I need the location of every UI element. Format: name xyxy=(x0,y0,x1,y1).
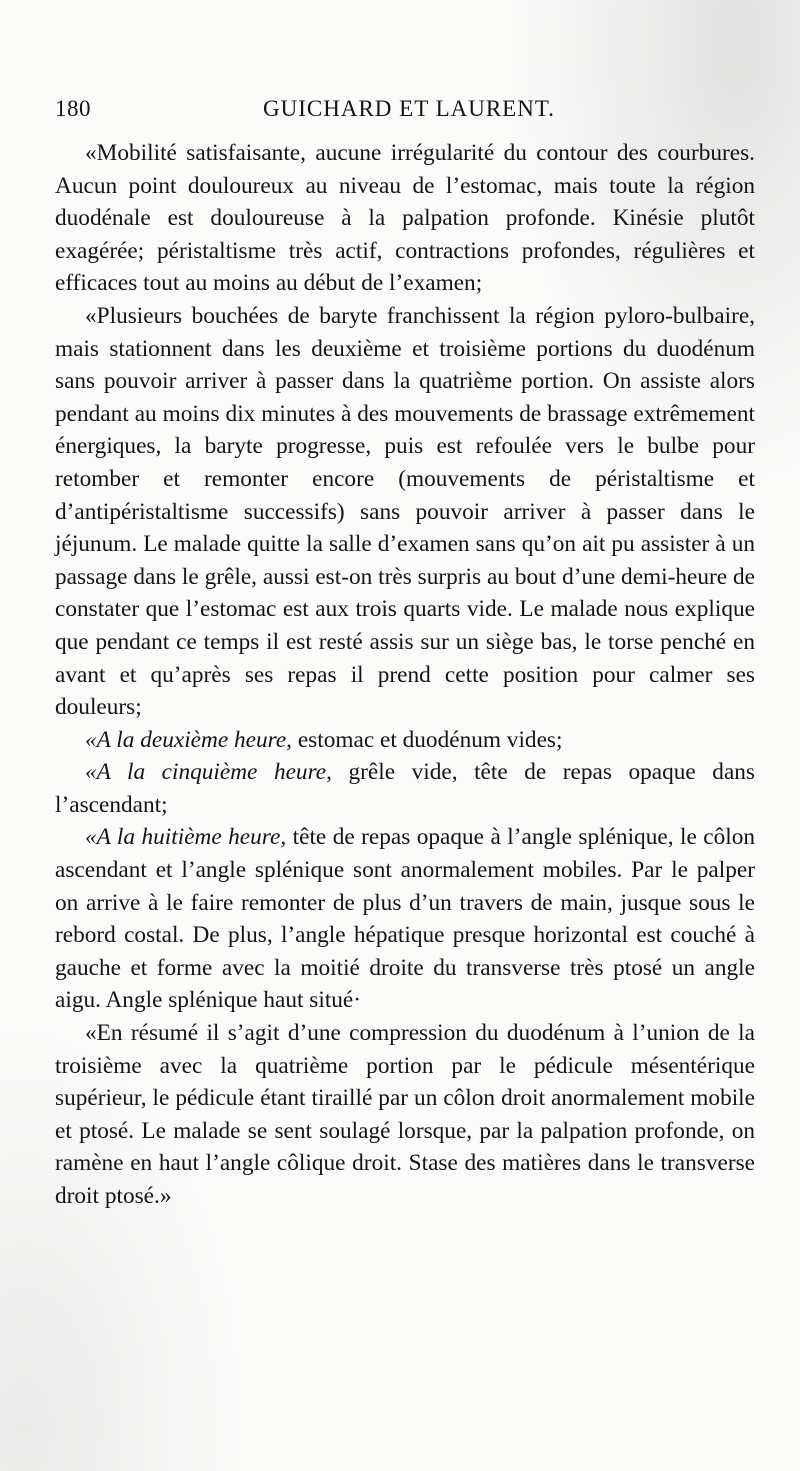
italic-lead: «A la cinquième heure, xyxy=(85,759,332,786)
paragraph-text: «En résumé il s’agit d’une compression du duodénum à l’union de la troisième avec la quatrième portion par le pédicule mésentérique supérieur, le pédicule étant tiraillé par un côlon droit anormalement mobile et ptosé. Le malade se sent soulagé lorsque, par la palpation profonde, on ramène en haut l’angle côlique droit. Stase des matières dans le transverse droit ptosé.» xyxy=(55,1020,755,1209)
paragraph-text: tête de repas opaque à l’angle splénique, le côlon ascendant et l’angle splénique sont anormalement mobiles. Par le palper on arrive à le faire remonter de plus d’un travers de main, jusque sous le rebord costal. De plus, l’angle hépatique presque horizontal est couché à gauche et forme avec la moitié droite du transverse très ptosé un angle aigu. Angle splénique haut situé· xyxy=(55,824,755,1014)
paragraph xyxy=(55,1017,755,1213)
paragraph-text: estomac et duodénum vides; xyxy=(292,726,563,753)
paragraph-text: «Mobilité satisfaisante, aucune irrégularité du contour des courbures. Aucun point douloureux au niveau de l’estomac, mais toute la région duodénale est douloureuse à la palpation profonde. Kinésie plutôt exagérée; péristaltisme très actif, contractions profondes, régulières et efficaces tout au moins au début de l’examen; xyxy=(55,140,755,297)
paragraph xyxy=(55,300,755,724)
paragraph-text: grêle vide, tête de repas opaque dans l’ascendant; xyxy=(55,759,755,818)
paragraph-text: «Plusieurs bouchées de baryte franchissent la région pyloro-bulbaire, mais stationnent dans les deuxième et troisième portions du duodénum sans pouvoir arriver à passer dans la quatrième portion. On assiste alors pendant au moins dix minutes à des mouvements de brassage extrêmement énergiques, la baryte progresse, puis est refoulée vers le bulbe pour retomber et remonter encore (mouvements de péristaltisme et d’antipéristaltisme successifs) sans pouvoir arriver à passer dans le jéjunum. Le malade quitte la salle d’examen sans qu’on ait pu assister à un passage dans le grêle, aussi est-on très surpris au bout d’une demi-heure de constater que l’estomac est aux trois quarts vide. Le malade nous explique que pendant ce temps il est resté assis sur un siège bas, le torse penché en avant et qu’après ses repas il prend cette position pour calmer ses douleurs; xyxy=(55,302,755,721)
paragraph xyxy=(55,821,755,1017)
body-text xyxy=(55,137,755,1213)
running-head: GUICHARD ET LAURENT. xyxy=(263,96,555,121)
paragraph xyxy=(55,724,755,757)
paragraph xyxy=(55,756,755,821)
italic-lead: «A la huitième heure, xyxy=(85,824,287,851)
page-header xyxy=(55,92,755,128)
paragraph xyxy=(55,137,755,300)
italic-lead: «A la deuxième heure, xyxy=(85,726,293,753)
page-number: 180 xyxy=(55,96,91,121)
